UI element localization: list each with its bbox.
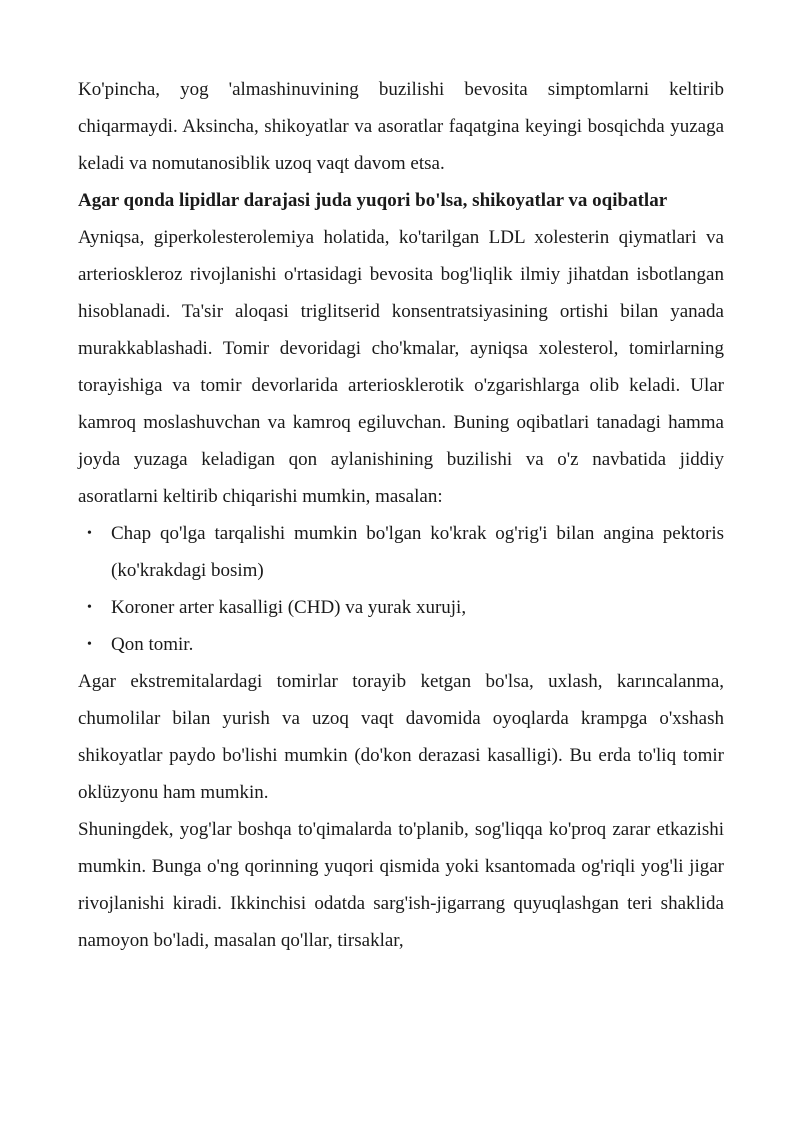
paragraph-other-tissues: Shuningdek, yog'lar boshqa to'qimalarda to'planib, sog'liqqa ko'proq zarar etkazishi mumkin. Bunga o'ng qorinning yuqori qismida yoki ksantomada og'riqli yog'li jigar rivojlanishi kiradi. Ikkinchisi odatda sarg'ish-jigarrang quyuqlashgan teri shaklida namoyon bo'ladi, masalan qo'llar, tirsaklar, xyxy=(78,819,724,951)
list-item xyxy=(78,589,724,626)
list-item-text: Chap qo'lga tarqalishi mumkin bo'lgan ko'krak og'rig'i bilan angina pektoris (ko'krakdagi bosim) xyxy=(111,523,724,581)
bullet-icon: • xyxy=(87,600,92,615)
bullet-icon: • xyxy=(87,637,92,652)
paragraph-extremities: Agar ekstremitalardagi tomirlar torayib ketgan bo'lsa, uxlash, karıncalanma, chumolilar bilan yurish va uzoq vaqt davomida oyoqlarda krampga o'xshash shikoyatlar paydo bo'lishi mumkin (do'kon derazasi kasalligi). Bu erda to'liq tomir oklüzyonu ham mumkin. xyxy=(78,671,724,803)
list-item-text: Koroner arter kasalligi (CHD) va yurak xuruji, xyxy=(111,597,467,618)
paragraph-hypercholesterolemia: Ayniqsa, giperkolesterolemiya holatida, ko'tarilgan LDL xolesterin qiymatlari va arterioskleroz rivojlanishi o'rtasidagi bevosita bog'liqlik ilmiy jihatdan isbotlangan hisoblanadi. Ta'sir aloqasi triglitserid konsentratsiyasining ortishi bilan yanada murakkablashadi. Tomir devoridagi cho'kmalar, ayniqsa xolesterol, tomirlarning torayishiga va tomir devorlarida arteriosklerotik o'zgarishlarga olib keladi. Ular kamroq moslashuvchan va kamroq egiluvchan. Buning oqibatlari tanadagi hamma joyda yuzaga keladigan qon aylanishining buzilishi va o'z navbatida jiddiy asoratlarni keltirib chiqarishi mumkin, masalan: xyxy=(78,227,724,507)
list-item xyxy=(78,515,724,589)
list-item-text: Qon tomir. xyxy=(111,634,194,655)
document-page xyxy=(78,71,724,959)
bullet-icon: • xyxy=(87,526,92,541)
paragraph-intro: Ko'pincha, yog 'almashinuvining buzilishi bevosita simptomlarni keltirib chiqarmaydi. Aksincha, shikoyatlar va asoratlar faqatgina keyingi bosqichda yuzaga keladi va nomutanosiblik uzoq vaqt davom etsa. xyxy=(78,79,724,174)
complications-list xyxy=(78,515,724,663)
list-item xyxy=(78,626,724,663)
section-heading: Agar qonda lipidlar darajasi juda yuqori bo'lsa, shikoyatlar va oqibatlar xyxy=(78,190,668,211)
